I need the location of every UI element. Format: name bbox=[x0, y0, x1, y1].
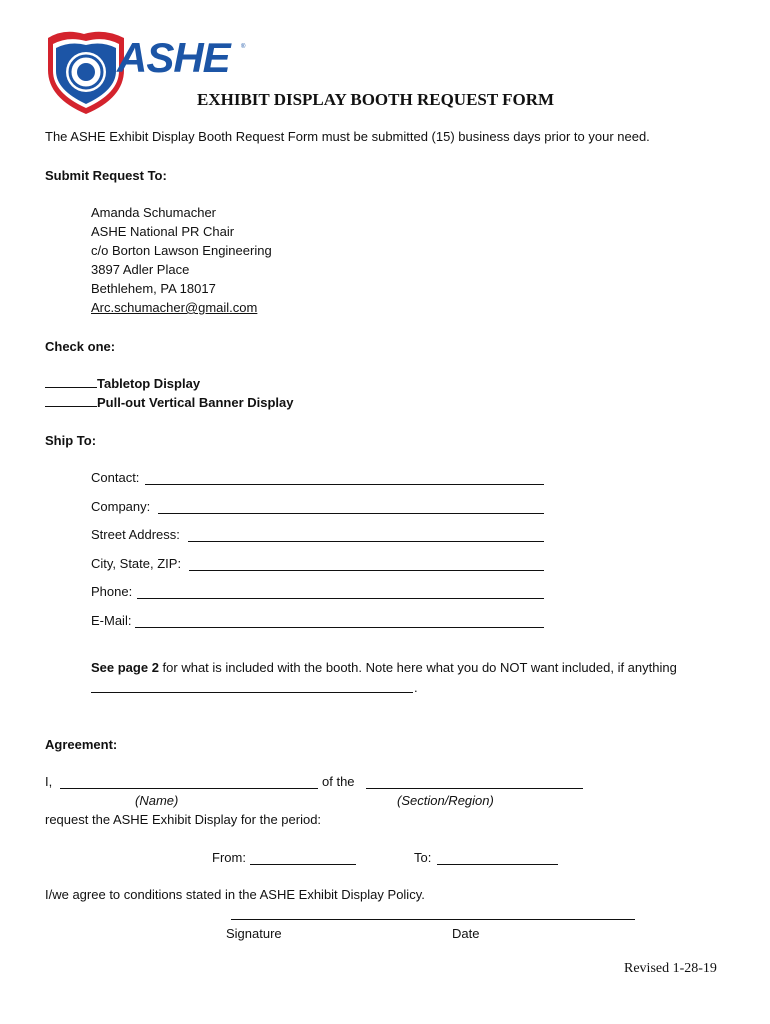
ship-field-city-input[interactable] bbox=[189, 570, 544, 571]
agreement-heading: Agreement: bbox=[45, 737, 118, 752]
from-label: From: bbox=[212, 850, 246, 865]
agreement-of-label: of the bbox=[322, 774, 355, 789]
note-input[interactable] bbox=[91, 692, 413, 693]
signature-label: Signature bbox=[226, 926, 282, 941]
option-label: Tabletop Display bbox=[97, 376, 201, 391]
ship-field-company-label: Company: bbox=[91, 499, 151, 514]
logo-wordmark: ASHE bbox=[117, 34, 230, 81]
ship-field-street-input[interactable] bbox=[188, 541, 544, 542]
to-date-input[interactable] bbox=[437, 864, 558, 865]
agreement-name-input[interactable] bbox=[60, 788, 318, 789]
ship-field-company-input[interactable] bbox=[158, 513, 544, 514]
ship-field-phone-input[interactable] bbox=[137, 598, 544, 599]
agreement-i-label: I, bbox=[45, 774, 53, 789]
ship-field-email-input[interactable] bbox=[135, 627, 544, 628]
submit-line: ASHE National PR Chair bbox=[91, 224, 235, 239]
submit-line: c/o Borton Lawson Engineering bbox=[91, 243, 272, 258]
section-caption: (Section/Region) bbox=[397, 793, 494, 808]
date-label: Date bbox=[452, 926, 480, 941]
signature-date-input[interactable] bbox=[231, 919, 635, 920]
ship-field-phone-label: Phone: bbox=[91, 584, 133, 599]
submit-line: Bethlehem, PA 18017 bbox=[91, 281, 216, 296]
submit-line: 3897 Adler Place bbox=[91, 262, 190, 277]
ship-heading: Ship To: bbox=[45, 433, 97, 448]
note-body: for what is included with the booth. Note here what you do NOT want included, if anything bbox=[158, 660, 677, 675]
from-date-input[interactable] bbox=[250, 864, 356, 865]
ashe-shield-icon bbox=[44, 24, 128, 116]
submit-heading: Submit Request To: bbox=[45, 168, 167, 183]
see-page-2-link[interactable]: See page 2 bbox=[91, 660, 159, 675]
ship-field-street-label: Street Address: bbox=[91, 527, 180, 542]
page-title: EXHIBIT DISPLAY BOOTH REQUEST FORM bbox=[197, 90, 555, 109]
submit-email-link[interactable]: Arc.schumacher@gmail.com bbox=[91, 300, 258, 315]
option-banner[interactable] bbox=[45, 395, 294, 410]
option-blank[interactable] bbox=[45, 376, 97, 388]
ship-field-city-label: City, State, ZIP: bbox=[91, 556, 182, 571]
ship-field-contact-input[interactable] bbox=[145, 484, 544, 485]
option-blank[interactable] bbox=[45, 395, 97, 407]
note-text bbox=[91, 660, 677, 675]
agree-text: I/we agree to conditions stated in the ASHE Exhibit Display Policy. bbox=[45, 887, 425, 902]
name-caption: (Name) bbox=[135, 793, 179, 808]
to-label: To: bbox=[414, 850, 432, 865]
logo-trademark: ® bbox=[241, 44, 246, 50]
ship-field-email-label: E-Mail: bbox=[91, 613, 132, 628]
ship-field-contact-label: Contact: bbox=[91, 470, 140, 485]
agreement-section-input[interactable] bbox=[366, 788, 583, 789]
option-tabletop[interactable] bbox=[45, 376, 200, 391]
option-label: Pull-out Vertical Banner Display bbox=[97, 395, 294, 410]
intro-text: The ASHE Exhibit Display Booth Request Form must be submitted (15) business days prior to your need. bbox=[45, 129, 650, 144]
check-heading: Check one: bbox=[45, 339, 116, 354]
note-end: . bbox=[414, 680, 418, 695]
request-text: request the ASHE Exhibit Display for the period: bbox=[45, 812, 322, 827]
revised-date: Revised 1-28-19 bbox=[624, 961, 717, 976]
submit-line: Amanda Schumacher bbox=[91, 205, 217, 220]
